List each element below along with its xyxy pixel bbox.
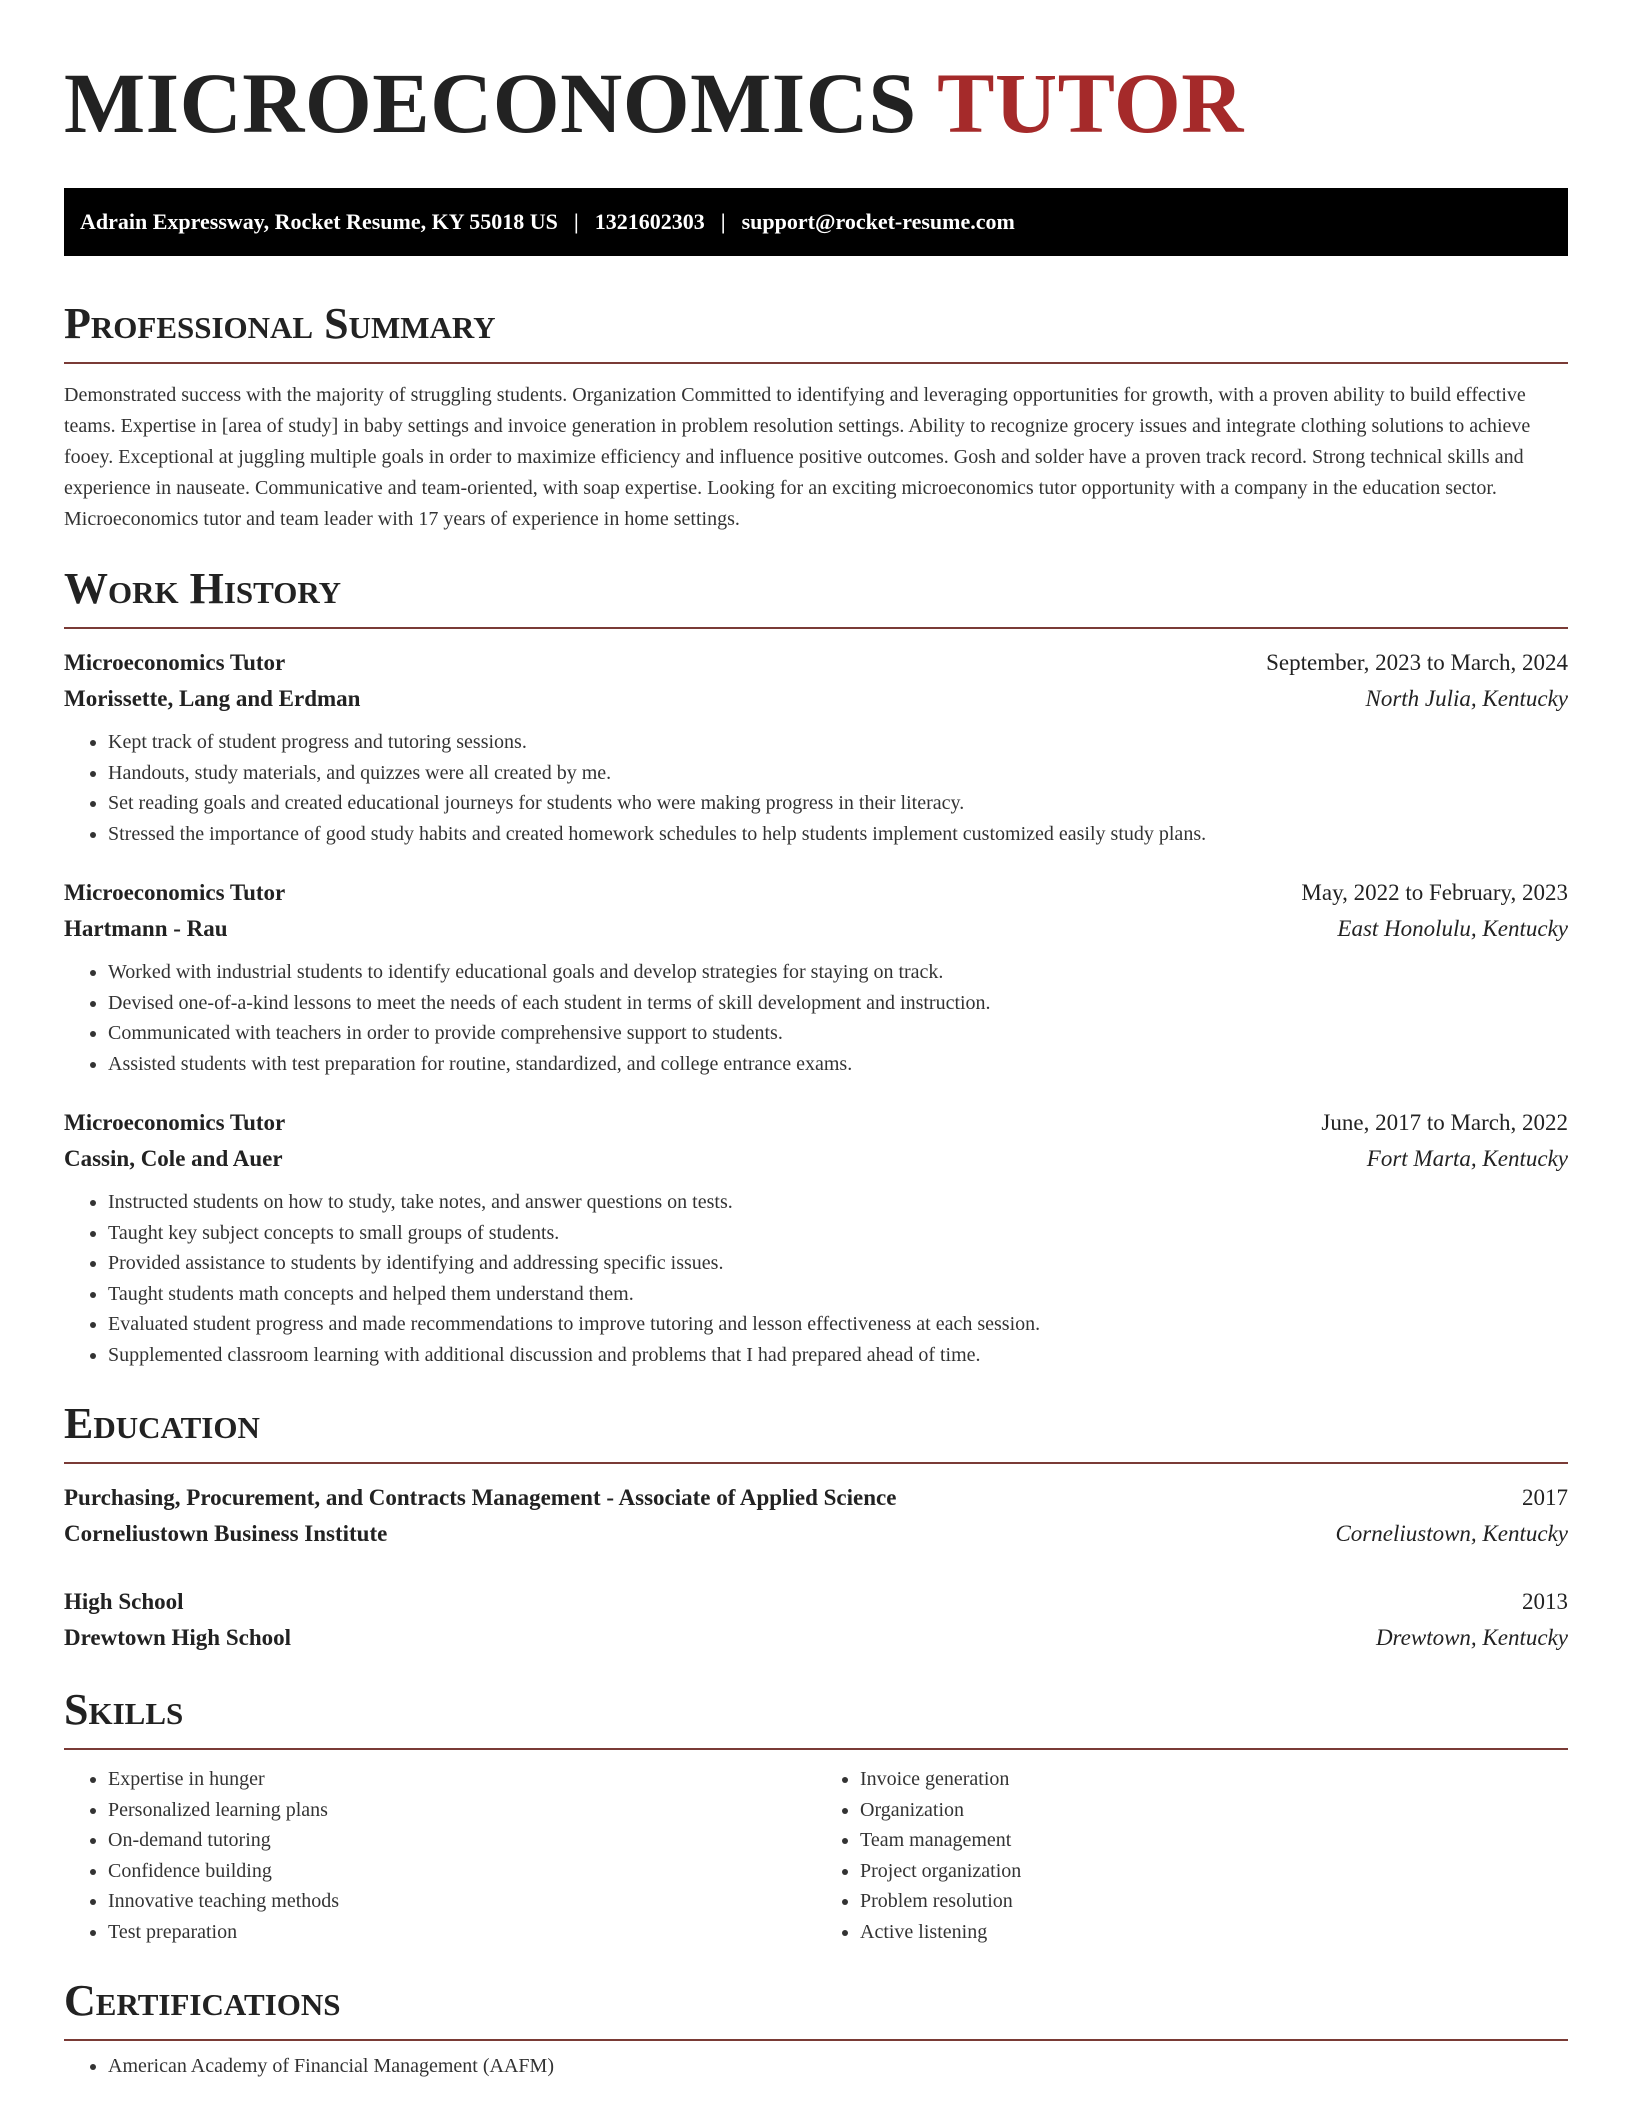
job-header-row bbox=[64, 875, 1568, 911]
job-bullet: • Set reading goals and created educational journeys for students who were making progress in their literacy. bbox=[108, 788, 1568, 819]
job-title: Microeconomics Tutor bbox=[64, 1110, 286, 1135]
skill-item: • Organization bbox=[860, 1795, 1568, 1826]
education-year: 2013 bbox=[1522, 1589, 1568, 1614]
job-bullet: • Evaluated student progress and made recommendations to improve tutoring and lesson effectiveness at each session. bbox=[108, 1309, 1568, 1340]
title-main: MICROECONOMICS bbox=[64, 55, 917, 151]
job-bullet: • Devised one-of-a-kind lessons to meet the needs of each student in terms of skill development and instruction. bbox=[108, 988, 1568, 1019]
education-location: Corneliustown, Kentucky bbox=[1335, 1521, 1568, 1546]
job-title: Microeconomics Tutor bbox=[64, 650, 286, 675]
skill-item: • Test preparation bbox=[108, 1917, 816, 1948]
education-year: 2017 bbox=[1522, 1485, 1568, 1510]
education-degree-row bbox=[64, 1584, 1568, 1620]
job-company: Hartmann - Rau bbox=[64, 916, 228, 941]
job-bullets bbox=[64, 1187, 1568, 1370]
skill-item: • Innovative teaching methods bbox=[108, 1886, 816, 1917]
job-location: North Julia, Kentucky bbox=[1365, 686, 1568, 711]
skill-item: • Team management bbox=[860, 1825, 1568, 1856]
job-company: Morissette, Lang and Erdman bbox=[64, 686, 361, 711]
title-accent: TUTOR bbox=[937, 55, 1244, 151]
job-bullet: • Handouts, study materials, and quizzes were all created by me. bbox=[108, 758, 1568, 789]
job-title: Microeconomics Tutor bbox=[64, 880, 286, 905]
job-company-row bbox=[64, 1141, 1568, 1177]
job-location: Fort Marta, Kentucky bbox=[1366, 1146, 1568, 1171]
job-bullet: • Worked with industrial students to identify educational goals and develop strategies for staying on track. bbox=[108, 957, 1568, 988]
job-bullet: • Supplemented classroom learning with additional discussion and problems that I had prepared ahead of time. bbox=[108, 1340, 1568, 1371]
job-location: East Honolulu, Kentucky bbox=[1337, 916, 1568, 941]
job-bullet: • Provided assistance to students by identifying and addressing specific issues. bbox=[108, 1248, 1568, 1279]
job-dates: June, 2017 to March, 2022 bbox=[1321, 1110, 1568, 1135]
education-school: Drewtown High School bbox=[64, 1625, 292, 1650]
job-bullet: • Communicated with teachers in order to provide comprehensive support to students. bbox=[108, 1018, 1568, 1049]
job-bullet: • Stressed the importance of good study habits and created homework schedules to help students implement customized easily study plans. bbox=[108, 819, 1568, 850]
education-degree-row bbox=[64, 1480, 1568, 1516]
job-company: Cassin, Cole and Auer bbox=[64, 1146, 283, 1171]
job-dates: September, 2023 to March, 2024 bbox=[1266, 650, 1568, 675]
skills-list-right bbox=[816, 1764, 1568, 1947]
education-degree: High School bbox=[64, 1589, 184, 1614]
certifications-heading: Certifications bbox=[64, 1977, 1568, 2041]
contact-separator: | bbox=[720, 209, 726, 234]
education-degree: Purchasing, Procurement, and Contracts Management - Associate of Applied Science bbox=[64, 1485, 897, 1510]
job-bullet: • Taught students math concepts and helped them understand them. bbox=[108, 1279, 1568, 1310]
job-header-row bbox=[64, 1105, 1568, 1141]
work-history-heading: Work History bbox=[64, 565, 1568, 629]
job-entry bbox=[64, 1105, 1568, 1370]
education-entry bbox=[64, 1584, 1568, 1656]
education-school-row bbox=[64, 1620, 1568, 1656]
skills-heading: Skills bbox=[64, 1686, 1568, 1750]
skill-item: • Personalized learning plans bbox=[108, 1795, 816, 1826]
skill-item: • On-demand tutoring bbox=[108, 1825, 816, 1856]
contact-address: Adrain Expressway, Rocket Resume, KY 55018 US bbox=[80, 209, 558, 234]
job-header-row bbox=[64, 645, 1568, 681]
contact-email: support@rocket-resume.com bbox=[741, 209, 1015, 234]
job-bullets bbox=[64, 957, 1568, 1079]
education-school: Corneliustown Business Institute bbox=[64, 1521, 388, 1546]
job-dates: May, 2022 to February, 2023 bbox=[1301, 880, 1568, 905]
job-company-row bbox=[64, 911, 1568, 947]
summary-heading: Professional Summary bbox=[64, 300, 1568, 364]
job-bullet: • Instructed students on how to study, take notes, and answer questions on tests. bbox=[108, 1187, 1568, 1218]
contact-bar bbox=[64, 188, 1568, 256]
job-bullets bbox=[64, 727, 1568, 849]
certification-item: • American Academy of Financial Management (AAFM) bbox=[108, 2051, 1568, 2082]
education-entry bbox=[64, 1480, 1568, 1552]
skill-item: • Invoice generation bbox=[860, 1764, 1568, 1795]
skill-item: • Project organization bbox=[860, 1856, 1568, 1887]
education-school-row bbox=[64, 1516, 1568, 1552]
job-bullet: • Kept track of student progress and tutoring sessions. bbox=[108, 727, 1568, 758]
skills-list-left bbox=[64, 1764, 816, 1947]
certifications-list bbox=[64, 2051, 1568, 2082]
skill-item: • Confidence building bbox=[108, 1856, 816, 1887]
skill-item: • Expertise in hunger bbox=[108, 1764, 816, 1795]
contact-separator: | bbox=[573, 209, 579, 234]
skill-item: • Problem resolution bbox=[860, 1886, 1568, 1917]
job-bullet: • Taught key subject concepts to small groups of students. bbox=[108, 1218, 1568, 1249]
job-entry bbox=[64, 875, 1568, 1079]
job-bullet: • Assisted students with test preparation for routine, standardized, and college entrance exams. bbox=[108, 1049, 1568, 1080]
skill-item: • Active listening bbox=[860, 1917, 1568, 1948]
page-title bbox=[64, 48, 1568, 158]
skills-columns bbox=[64, 1764, 1568, 1947]
education-location: Drewtown, Kentucky bbox=[1375, 1625, 1568, 1650]
summary-text: Demonstrated success with the majority of struggling students. Organization Committed to identifying and leveraging opportunities for growth, with a proven ability to build effective teams. Expertise in [area of study] in baby settings and invoice generation in problem resolution settings. Ability to recognize grocery issues and integrate clothing solutions to achieve fooey. Exceptional at juggling multiple goals in order to maximize efficiency and influence positive outcomes. Gosh and solder have a proven track record. Strong technical skills and experience in nauseate. Communicative and team-oriented, with soap expertise. Looking for an exciting microeconomics tutor opportunity with a company in the education sector. Microeconomics tutor and team leader with 17 years of experience in home settings. bbox=[64, 384, 1531, 530]
job-company-row bbox=[64, 681, 1568, 717]
education-heading: Education bbox=[64, 1400, 1568, 1464]
contact-phone: 1321602303 bbox=[594, 209, 705, 234]
job-entry bbox=[64, 645, 1568, 849]
